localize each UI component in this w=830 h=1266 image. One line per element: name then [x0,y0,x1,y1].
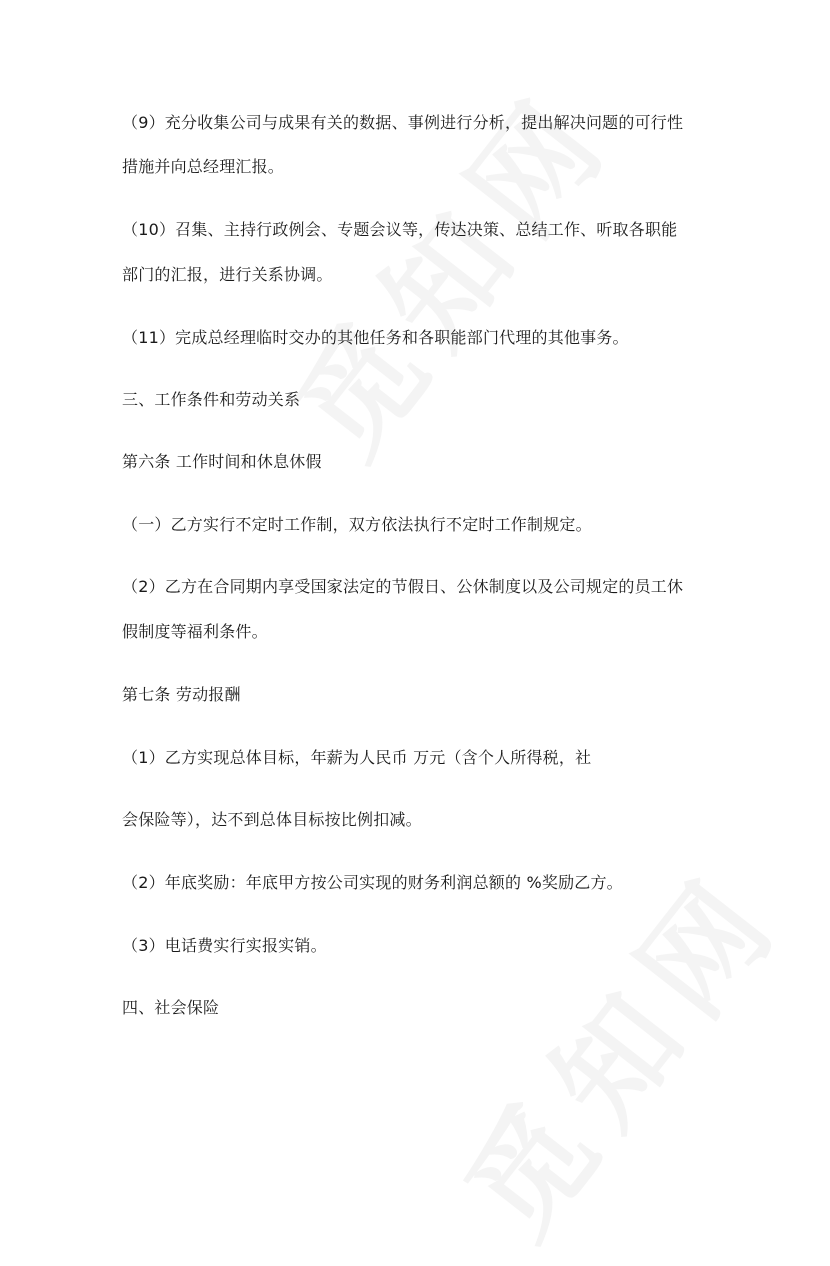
clause-10-line-2: 部门的汇报，进行关系协调。 [122,265,333,284]
clause-11: （11）完成总经理临时交办的其他任务和各职能部门代理的其他事务。 [122,328,629,347]
article-7-item-3: （3）电话费实行实报实销。 [122,936,327,955]
clause-9-line-1: （9）充分收集公司与成果有关的数据、事例进行分析，提出解决问题的可行性 [122,113,684,132]
article-7-heading: 第七条 劳动报酬 [122,685,241,704]
article-7-item-2: （2）年底奖励：年底甲方按公司实现的财务利润总额的 %奖励乙方。 [122,873,623,892]
article-6-item-1: （一）乙方实行不定时工作制，双方依法执行不定时工作制规定。 [122,515,592,534]
section-4-heading: 四、社会保险 [122,998,220,1017]
article-7-item-1-line-2: 会保险等），达不到总体目标按比例扣减。 [122,810,422,829]
clause-9-line-2: 措施并向总经理汇报。 [122,157,285,176]
article-6-item-2-line-1: （2）乙方在合同期内享受国家法定的节假日、公休制度以及公司规定的员工休 [122,577,684,596]
clause-10-line-1: （10）召集、主持行政例会、专题会议等，传达决策、总结工作、听取各职能 [122,220,678,239]
article-6-heading: 第六条 工作时间和休息休假 [122,452,322,471]
article-6-item-2-line-2: 假制度等福利条件。 [122,622,268,641]
watermark-bottom [420,829,814,1266]
article-7-item-1-line-1: （1）乙方实现总体目标，年薪为人民币 万元（含个人所得税，社 [122,748,592,767]
section-3-heading: 三、工作条件和劳动关系 [122,390,301,409]
